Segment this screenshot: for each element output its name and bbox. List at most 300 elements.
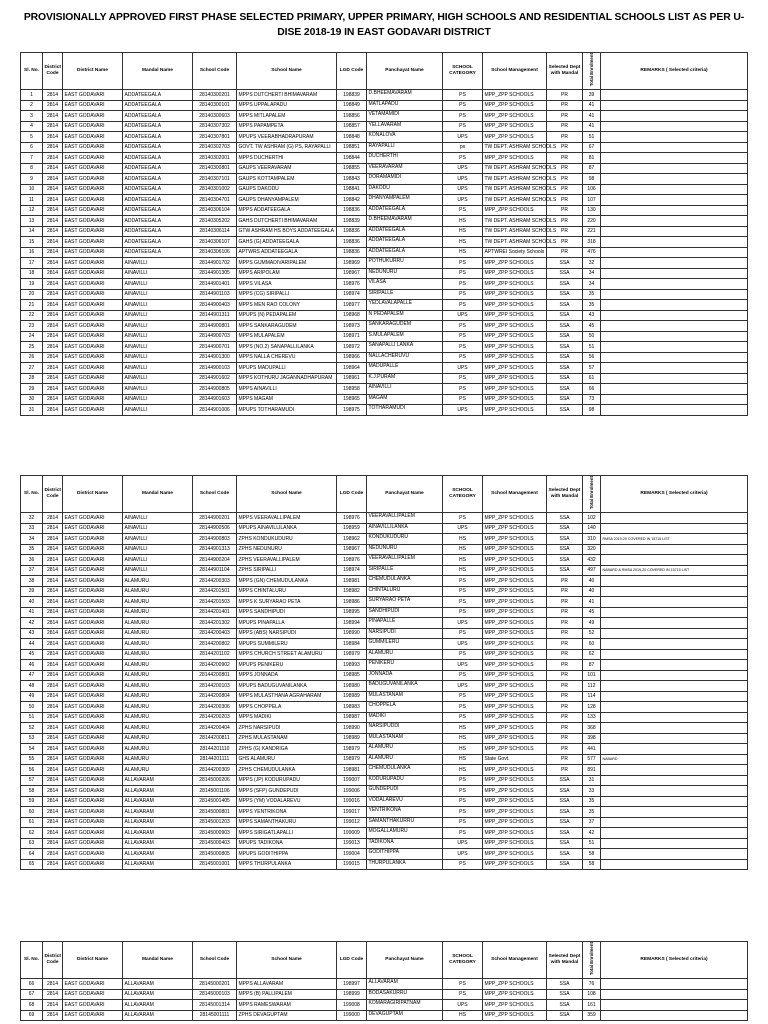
school-code-cell: 28145001203	[193, 817, 237, 828]
district-code-cell: 2814	[43, 226, 63, 237]
selected-dept-cell: SSA	[547, 310, 583, 321]
lgd-code-cell: 199006	[337, 786, 367, 797]
school-code-cell: 28140300201	[193, 90, 237, 101]
school-category-cell: PS	[443, 300, 483, 311]
district-name-cell: EAST GODAVARI	[63, 576, 123, 587]
school-category-cell: HS	[443, 733, 483, 744]
school-management-cell: MPP_ZPP SCHOOLS	[483, 132, 547, 143]
selected-dept-cell: PR	[547, 702, 583, 713]
panchayat-name-cell: K.J.PURAM	[367, 373, 443, 384]
selected-dept-cell: PR	[547, 754, 583, 765]
school-name-cell: MPPS UPPALAPADU	[237, 100, 337, 111]
school-category-cell: PS	[443, 373, 483, 384]
mandal-name-cell: ALAMURU	[123, 744, 193, 755]
mandal-name-cell: ALAMURU	[123, 702, 193, 713]
sl-no-cell: 50	[21, 702, 43, 713]
total-enrolment-cell: 42	[583, 828, 601, 839]
remarks-cell	[601, 670, 748, 681]
district-code-cell: 2814	[43, 534, 63, 545]
selected-dept-cell: SSA	[547, 1000, 583, 1011]
school-management-cell: MPP_ZPP SCHOOLS	[483, 153, 547, 164]
sl-no-cell: 68	[21, 1000, 43, 1011]
panchayat-name-cell: MADUPALLE	[367, 363, 443, 374]
panchayat-name-cell: DEVAGUPTAM	[367, 1010, 443, 1021]
sl-no-cell: 52	[21, 723, 43, 734]
lgd-code-cell: 198980	[337, 681, 367, 692]
school-code-cell: 28140302703	[193, 142, 237, 153]
mandal-name-cell: ALLAVARAM	[123, 849, 193, 860]
district-name-cell: EAST GODAVARI	[63, 775, 123, 786]
table-row	[21, 576, 748, 587]
mandal-name-cell: AINAVILLI	[123, 513, 193, 524]
school-management-cell: MPP_ZPP SCHOOLS	[483, 534, 547, 545]
selected-dept-cell: PR	[547, 607, 583, 618]
lgd-code-cell: 198993	[337, 660, 367, 671]
remarks-cell	[601, 849, 748, 860]
school-management-cell: MPP_ZPP SCHOOLS	[483, 765, 547, 776]
school-management-cell: MPP_ZPP SCHOOLS	[483, 384, 547, 395]
school-code-cell: 28144200804	[193, 691, 237, 702]
panchayat-name-cell: SANAPALLI LANKA	[367, 342, 443, 353]
selected-dept-cell: PR	[547, 216, 583, 227]
school-code-cell: 28144201401	[193, 607, 237, 618]
total-enrolment-cell: 161	[583, 1000, 601, 1011]
district-code-cell: 2814	[43, 555, 63, 566]
table-row	[21, 649, 748, 660]
column-header-district-name: District Name	[63, 942, 123, 979]
school-management-cell: MPP_ZPP SCHOOLS	[483, 597, 547, 608]
school-management-cell: MPP_ZPP SCHOOLS	[483, 513, 547, 524]
school-category-cell: HS	[443, 723, 483, 734]
selected-dept-cell: PR	[547, 163, 583, 174]
table-row	[21, 796, 748, 807]
school-name-cell: MPPS (YM) VODALAREVU	[237, 796, 337, 807]
column-header-lgd-code: LGD Code	[337, 476, 367, 513]
school-code-cell: 28145000801	[193, 807, 237, 818]
district-code-cell: 2814	[43, 321, 63, 332]
district-code-cell: 2814	[43, 586, 63, 597]
sl-no-cell: 4	[21, 121, 43, 132]
table-row	[21, 142, 748, 153]
selected-dept-cell: PR	[547, 90, 583, 101]
selected-dept-cell: PR	[547, 597, 583, 608]
school-category-cell: PS	[443, 513, 483, 524]
total-enrolment-cell: 45	[583, 607, 601, 618]
total-enrolment-cell: 35	[583, 796, 601, 807]
selected-dept-cell: PR	[547, 226, 583, 237]
district-code-cell: 2814	[43, 838, 63, 849]
school-name-cell: MPPS (ABS) NARSIPUDI	[237, 628, 337, 639]
table-row	[21, 828, 748, 839]
panchayat-name-cell: MATLAPADU	[367, 100, 443, 111]
panchayat-name-cell: N PEDAPALEM	[367, 310, 443, 321]
sl-no-cell: 10	[21, 184, 43, 195]
school-name-cell: GAUPS KOTTAMPALEM	[237, 174, 337, 185]
school-management-cell: MPP_ZPP SCHOOLS	[483, 258, 547, 269]
district-name-cell: EAST GODAVARI	[63, 142, 123, 153]
district-code-cell: 2814	[43, 754, 63, 765]
lgd-code-cell: 198857	[337, 121, 367, 132]
school-code-cell: 28144900204	[193, 555, 237, 566]
school-category-cell: PS	[443, 989, 483, 1000]
school-code-cell: 28144900801	[193, 321, 237, 332]
page-title: PROVISIONALLY APPROVED FIRST PHASE SELECTED PRIMARY, UPPER PRIMARY, HIGH SCHOOLS AND RESIDENTIAL SCHOOLS LIST AS PER U-DISE 2018-19 IN EAST GODAVARI DISTRICT	[23, 12, 745, 38]
school-management-cell: MPP_ZPP SCHOOLS	[483, 373, 547, 384]
district-name-cell: EAST GODAVARI	[63, 670, 123, 681]
school-management-cell: MPP_ZPP SCHOOLS	[483, 121, 547, 132]
lgd-code-cell: 198999	[337, 989, 367, 1000]
table-row	[21, 289, 748, 300]
district-code-cell: 2814	[43, 268, 63, 279]
remarks-cell	[601, 331, 748, 342]
table-row	[21, 174, 748, 185]
remarks-cell	[601, 394, 748, 405]
school-management-cell: MPP_ZPP SCHOOLS	[483, 649, 547, 660]
table-row	[21, 702, 748, 713]
school-code-cell: 28140300101	[193, 100, 237, 111]
school-table	[20, 52, 748, 416]
district-name-cell: EAST GODAVARI	[63, 796, 123, 807]
sl-no-cell: 46	[21, 660, 43, 671]
district-code-cell: 2814	[43, 597, 63, 608]
mandal-name-cell: ALAMURU	[123, 649, 193, 660]
sl-no-cell: 62	[21, 828, 43, 839]
school-code-cell: 28140306106	[193, 247, 237, 258]
school-category-cell: PS	[443, 111, 483, 122]
selected-dept-cell: PR	[547, 712, 583, 723]
school-code-cell: 28145000206	[193, 775, 237, 786]
mandal-name-cell: ALAMURU	[123, 607, 193, 618]
panchayat-name-cell: PENIKERU	[367, 660, 443, 671]
mandal-name-cell: ALLAVARAM	[123, 989, 193, 1000]
mandal-name-cell: AINAVILLI	[123, 268, 193, 279]
column-header-selected-dept: Selected Dept with Mandal	[547, 476, 583, 513]
school-category-cell: HS	[443, 765, 483, 776]
school-name-cell: MPPS VEERAVALLIPALEM	[237, 513, 337, 524]
panchayat-name-cell: GUNDEPUDI	[367, 786, 443, 797]
column-header-mandal-name: Mandal Name	[123, 942, 193, 979]
school-name-cell: MPPS MITLAPALEM	[237, 111, 337, 122]
school-name-cell: MPUPS TADIKONA	[237, 838, 337, 849]
school-name-cell: MPPS PAPAMPETA	[237, 121, 337, 132]
lgd-code-cell: 199016	[337, 796, 367, 807]
table-row	[21, 660, 748, 671]
mandal-name-cell: ALLAVARAM	[123, 817, 193, 828]
school-category-cell: PS	[443, 786, 483, 797]
school-management-cell: MPP_ZPP SCHOOLS	[483, 268, 547, 279]
total-enrolment-cell: 359	[583, 1010, 601, 1021]
lgd-code-cell: 198983	[337, 702, 367, 713]
school-category-cell: UPS	[443, 618, 483, 629]
school-category-cell: UPS	[443, 405, 483, 416]
panchayat-name-cell: CHOPPELA	[367, 702, 443, 713]
lgd-code-cell: 198977	[337, 300, 367, 311]
total-enrolment-cell: 101	[583, 670, 601, 681]
school-category-cell: PS	[443, 121, 483, 132]
table-row	[21, 394, 748, 405]
district-name-cell: EAST GODAVARI	[63, 90, 123, 101]
panchayat-name-cell: S.MULAPALEM	[367, 331, 443, 342]
district-name-cell: EAST GODAVARI	[63, 1000, 123, 1011]
school-name-cell: MPPS (B) PALLIPALEM	[237, 989, 337, 1000]
mandal-name-cell: ADDATEEGALA	[123, 100, 193, 111]
lgd-code-cell: 198981	[337, 576, 367, 587]
school-category-cell: PS	[443, 817, 483, 828]
mandal-name-cell: ADDATEEGALA	[123, 163, 193, 174]
school-category-cell: PS	[443, 279, 483, 290]
selected-dept-cell: SSA	[547, 300, 583, 311]
school-management-cell: MPP_ZPP SCHOOLS	[483, 289, 547, 300]
district-name-cell: EAST GODAVARI	[63, 828, 123, 839]
school-code-cell: 28144901602	[193, 373, 237, 384]
remarks-cell	[601, 576, 748, 587]
panchayat-name-cell: CHINTALURU	[367, 586, 443, 597]
table-row	[21, 121, 748, 132]
school-name-cell: MPPS MADIKI	[237, 712, 337, 723]
district-name-cell: EAST GODAVARI	[63, 310, 123, 321]
school-category-cell: PS	[443, 586, 483, 597]
table-row	[21, 132, 748, 143]
remarks-cell	[601, 279, 748, 290]
school-category-cell: HS	[443, 1010, 483, 1021]
district-code-cell: 2814	[43, 100, 63, 111]
school-management-cell: TW DEPT. ASHRAM SCHOOLS	[483, 174, 547, 185]
table-row	[21, 565, 748, 576]
school-code-cell: 28144900403	[193, 300, 237, 311]
sl-no-cell: 41	[21, 607, 43, 618]
district-code-cell: 2814	[43, 142, 63, 153]
school-category-cell: HS	[443, 565, 483, 576]
total-enrolment-cell: 107	[583, 195, 601, 206]
district-name-cell: EAST GODAVARI	[63, 607, 123, 618]
column-header-school-management: School Management	[483, 942, 547, 979]
district-name-cell: EAST GODAVARI	[63, 649, 123, 660]
school-code-cell: 28140306107	[193, 237, 237, 248]
school-management-cell: APTWREI Society Schools	[483, 247, 547, 258]
panchayat-name-cell: SIRIPALLE	[367, 289, 443, 300]
remarks-cell	[601, 555, 748, 566]
panchayat-name-cell: DORAMAMIDI	[367, 174, 443, 185]
district-name-cell: EAST GODAVARI	[63, 691, 123, 702]
remarks-cell	[601, 216, 748, 227]
school-name-cell: MPUPS SUMMILERU	[237, 639, 337, 650]
school-management-cell: MPP_ZPP SCHOOLS	[483, 670, 547, 681]
remarks-cell	[601, 607, 748, 618]
school-management-cell: MPP_ZPP SCHOOLS	[483, 849, 547, 860]
column-header-school-category: SCHOOL CATEGORY	[443, 53, 483, 90]
column-header-school-name: School Name	[237, 53, 337, 90]
table-row	[21, 618, 748, 629]
remarks-cell	[601, 523, 748, 534]
district-name-cell: EAST GODAVARI	[63, 373, 123, 384]
school-name-cell: GAUPS VEERAVARAM	[237, 163, 337, 174]
district-code-cell: 2814	[43, 258, 63, 269]
total-enrolment-cell: 221	[583, 226, 601, 237]
sl-no-cell: 59	[21, 796, 43, 807]
panchayat-name-cell: AINAVILLILANKA	[367, 523, 443, 534]
school-category-cell: PS	[443, 670, 483, 681]
school-category-cell: HS	[443, 216, 483, 227]
school-name-cell: MPUPS PENIKERU	[237, 660, 337, 671]
school-management-cell: MPP_ZPP SCHOOLS	[483, 681, 547, 692]
school-management-cell: MPP_ZPP SCHOOLS	[483, 723, 547, 734]
district-code-cell: 2814	[43, 310, 63, 321]
school-category-cell: PS	[443, 775, 483, 786]
district-code-cell: 2814	[43, 979, 63, 990]
remarks-cell	[601, 628, 748, 639]
school-code-cell: 28144200309	[193, 765, 237, 776]
school-management-cell: MPP_ZPP SCHOOLS	[483, 1010, 547, 1021]
district-name-cell: EAST GODAVARI	[63, 989, 123, 1000]
sl-no-cell: 51	[21, 712, 43, 723]
school-code-cell: 28140307101	[193, 174, 237, 185]
table-row	[21, 523, 748, 534]
lgd-code-cell: 198966	[337, 352, 367, 363]
panchayat-name-cell: ALAMURU	[367, 649, 443, 660]
table-row	[21, 279, 748, 290]
remarks-cell	[601, 300, 748, 311]
selected-dept-cell: SSA	[547, 775, 583, 786]
district-code-cell: 2814	[43, 639, 63, 650]
total-enrolment-cell: 61	[583, 373, 601, 384]
lgd-code-cell: 199000	[337, 1010, 367, 1021]
district-code-cell: 2814	[43, 796, 63, 807]
table-header-row	[21, 476, 748, 513]
district-name-cell: EAST GODAVARI	[63, 352, 123, 363]
selected-dept-cell: SSA	[547, 331, 583, 342]
remarks-cell	[601, 828, 748, 839]
school-name-cell: MPUPS PINAPALLA	[237, 618, 337, 629]
total-enrolment-cell: 76	[583, 979, 601, 990]
remarks-cell	[601, 702, 748, 713]
sl-no-cell: 44	[21, 639, 43, 650]
sl-no-cell: 61	[21, 817, 43, 828]
total-enrolment-cell: 57	[583, 363, 601, 374]
district-name-cell: EAST GODAVARI	[63, 817, 123, 828]
school-name-cell: MPPS GUMMADIVARIPALEM	[237, 258, 337, 269]
school-category-cell: PS	[443, 90, 483, 101]
district-name-cell: EAST GODAVARI	[63, 660, 123, 671]
mandal-name-cell: ALLAVARAM	[123, 796, 193, 807]
panchayat-name-cell: MOGALLAMURU	[367, 828, 443, 839]
selected-dept-cell: SSA	[547, 363, 583, 374]
district-name-cell: EAST GODAVARI	[63, 754, 123, 765]
panchayat-name-cell: CHEMUDULANKA	[367, 765, 443, 776]
lgd-code-cell: 198841	[337, 184, 367, 195]
column-header-school-code: School Code	[193, 942, 237, 979]
total-enrolment-cell: 87	[583, 163, 601, 174]
school-code-cell: 28144900701	[193, 342, 237, 353]
school-table-block-1	[20, 52, 747, 416]
school-code-cell: 28140300801	[193, 163, 237, 174]
table-row	[21, 989, 748, 1000]
school-name-cell: GAUPS DAKODU	[237, 184, 337, 195]
total-enrolment-cell: 34	[583, 279, 601, 290]
school-management-cell: TW DEPT. ASHRAM SCHOOLS	[483, 142, 547, 153]
school-category-cell: HS	[443, 226, 483, 237]
district-code-cell: 2814	[43, 817, 63, 828]
total-enrolment-cell: 39	[583, 90, 601, 101]
column-header-lgd-code: LGD Code	[337, 53, 367, 90]
sl-no-cell: 28	[21, 373, 43, 384]
lgd-code-cell: 198979	[337, 744, 367, 755]
district-name-cell: EAST GODAVARI	[63, 597, 123, 608]
total-enrolment-cell: 368	[583, 723, 601, 734]
table-row	[21, 670, 748, 681]
district-name-cell: EAST GODAVARI	[63, 534, 123, 545]
lgd-code-cell: 198958	[337, 384, 367, 395]
mandal-name-cell: ALAMURU	[123, 733, 193, 744]
lgd-code-cell: 198985	[337, 670, 367, 681]
total-enrolment-cell: 310	[583, 534, 601, 545]
column-header-remarks: REMARKS ( Selected criteria)	[601, 476, 748, 513]
school-category-cell: UPS	[443, 523, 483, 534]
district-name-cell: EAST GODAVARI	[63, 681, 123, 692]
remarks-cell	[601, 989, 748, 1000]
school-name-cell: MPPS MULAPALEM	[237, 331, 337, 342]
total-enrolment-cell: 441	[583, 744, 601, 755]
mandal-name-cell: ALLAVARAM	[123, 838, 193, 849]
district-code-cell: 2814	[43, 989, 63, 1000]
table-row	[21, 405, 748, 416]
school-category-cell: UPS	[443, 174, 483, 185]
school-management-cell: MPP_ZPP SCHOOLS	[483, 796, 547, 807]
sl-no-cell: 37	[21, 565, 43, 576]
sl-no-cell: 49	[21, 691, 43, 702]
mandal-name-cell: AINAVILLI	[123, 544, 193, 555]
table-row	[21, 754, 748, 765]
column-header-remarks: REMARKS ( Selected criteria)	[601, 942, 748, 979]
column-header-panchayat-name: Panchayat Name	[367, 476, 443, 513]
school-management-cell: State Govt.	[483, 754, 547, 765]
school-category-cell: PS	[443, 394, 483, 405]
district-name-cell: EAST GODAVARI	[63, 744, 123, 755]
school-name-cell: MPUPS VEERABHADRAPURAM	[237, 132, 337, 143]
table-row	[21, 733, 748, 744]
remarks-cell	[601, 1000, 748, 1011]
district-name-cell: EAST GODAVARI	[63, 723, 123, 734]
total-enrolment-cell: 106	[583, 184, 601, 195]
panchayat-name-cell: THURPULANKA	[367, 859, 443, 870]
school-name-cell: MPUPS TOTHARAMUDI	[237, 405, 337, 416]
sl-no-cell: 31	[21, 405, 43, 416]
school-management-cell: MPP_ZPP SCHOOLS	[483, 279, 547, 290]
school-category-cell: UPS	[443, 310, 483, 321]
district-name-cell: EAST GODAVARI	[63, 555, 123, 566]
total-enrolment-cell: 51	[583, 342, 601, 353]
sl-no-cell: 6	[21, 142, 43, 153]
lgd-code-cell: 198976	[337, 555, 367, 566]
school-name-cell: MPPS SANKARAGUDEM	[237, 321, 337, 332]
table-row	[21, 331, 748, 342]
sl-no-cell: 9	[21, 174, 43, 185]
lgd-code-cell: 198836	[337, 247, 367, 258]
panchayat-name-cell: ADDATEEGALA	[367, 247, 443, 258]
table-row	[21, 352, 748, 363]
sl-no-cell: 12	[21, 205, 43, 216]
school-category-cell: UPS	[443, 849, 483, 860]
sl-no-cell: 33	[21, 523, 43, 534]
total-enrolment-cell: 73	[583, 394, 601, 405]
selected-dept-cell: SSA	[547, 513, 583, 524]
sl-no-cell: 30	[21, 394, 43, 405]
district-name-cell: EAST GODAVARI	[63, 523, 123, 534]
district-code-cell: 2814	[43, 247, 63, 258]
sl-no-cell: 2	[21, 100, 43, 111]
school-code-cell: 28144901311	[193, 310, 237, 321]
remarks-cell	[601, 121, 748, 132]
remarks-cell	[601, 195, 748, 206]
